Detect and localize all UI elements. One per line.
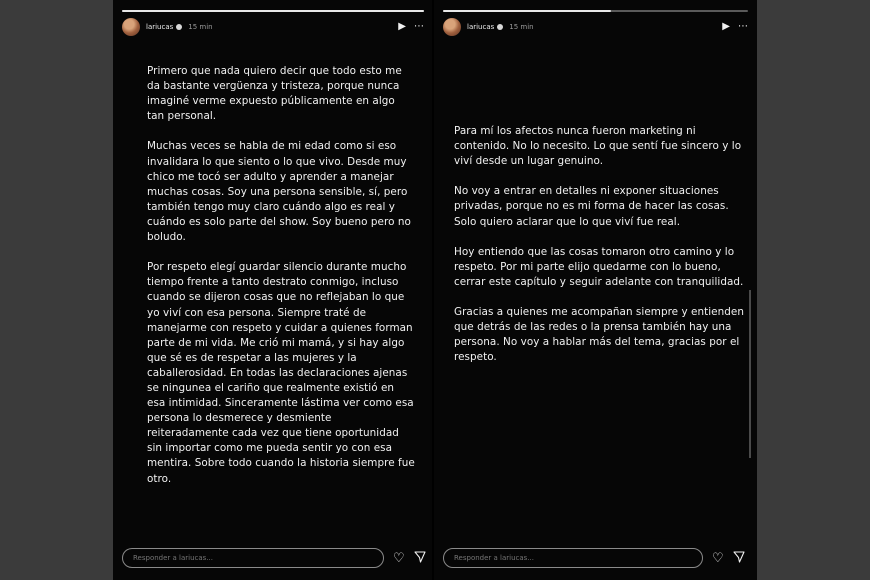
story-progress-fill bbox=[122, 10, 424, 12]
avatar[interactable] bbox=[443, 18, 461, 36]
backdrop-left bbox=[0, 0, 113, 580]
more-icon[interactable]: ⋯ bbox=[738, 21, 748, 32]
story-text: Primero que nada quiero decir que todo esto me da bastante vergüenza y tristeza, porque nunca imaginé verme expuesto públicamente en algo tan personal. Muchas veces se habla de mi edad como si eso invalidara lo que siento o lo que vivo. Desde muy chico me tocó ser adulto y aprender a manejar muchas cosas. Soy una persona sensible, sí, pero también tengo muy claro cuándo algo es real y cuándo es solo parte del show. Soy bueno pero no boludo. Por respeto elegí guardar silencio durante mucho tiempo frente a tanto destrato conmigo, incluso cuando se dijeron cosas que no reflejaban lo que yo viví con esa persona. Siempre traté de manejarme con respeto y cuidar a quienes forman parte de mi vida. Me crió mi mamá, y si hay algo que sé es de respetar a las mujeres y la caballerosidad. En todas las declaraciones ajenas se ningunea el cariño que realmente existió en esa intimidad. Sinceramente lástima ver como esa persona lo desmerece y desmiente reiteradamente cada vez que tiene oportunidad sin importar como me pueda sentir yo con esa mentira. Sobre todo cuando la historia siempre fue otro. bbox=[147, 65, 415, 485]
story-progress-bar bbox=[443, 10, 748, 12]
heart-icon[interactable]: ♡ bbox=[393, 550, 405, 566]
send-icon-shape bbox=[733, 551, 745, 563]
story-panel-2 bbox=[434, 0, 757, 580]
post-time: 15 min bbox=[188, 23, 213, 31]
avatar[interactable] bbox=[122, 18, 140, 36]
story-progress-fill bbox=[443, 10, 611, 12]
story-footer bbox=[122, 546, 424, 570]
story-footer bbox=[443, 546, 748, 570]
story-panel-1 bbox=[113, 0, 433, 580]
username[interactable]: lariucas bbox=[146, 23, 174, 31]
backdrop-right bbox=[757, 0, 870, 580]
play-icon[interactable]: ▶ bbox=[722, 21, 730, 32]
send-icon[interactable] bbox=[733, 551, 745, 566]
scrollbar[interactable] bbox=[749, 290, 751, 458]
story-header bbox=[443, 16, 748, 38]
send-icon[interactable] bbox=[414, 551, 426, 566]
play-icon[interactable]: ▶ bbox=[398, 21, 406, 32]
send-icon-shape bbox=[414, 551, 426, 563]
heart-icon[interactable]: ♡ bbox=[712, 550, 724, 566]
reply-input[interactable] bbox=[122, 548, 384, 568]
verified-icon bbox=[497, 24, 503, 30]
story-text: Para mí los afectos nunca fueron marketing ni contenido. No lo necesito. Lo que sentí fue sincero y lo viví desde un lugar genuino. No voy a entrar en detalles ni exponer situaciones privadas, porque no es mi forma de hacer las cosas. Solo quiero aclarar que lo que viví fue real. Hoy entiendo que las cosas tomaron otro camino y lo respeto. Por mi parte elijo quedarme con lo bueno, cerrar este capítulo y seguir adelante con tranquilidad. Gracias a quienes me acompañan siempre y entienden que detrás de las redes o la prensa también hay una persona. No voy a hablar más del tema, gracias por el respeto. bbox=[454, 125, 744, 364]
story-header bbox=[122, 16, 424, 38]
reply-input[interactable] bbox=[443, 548, 703, 568]
more-icon[interactable]: ⋯ bbox=[414, 21, 424, 32]
post-time: 15 min bbox=[509, 23, 534, 31]
story-progress-bar bbox=[122, 10, 424, 12]
username[interactable]: lariucas bbox=[467, 23, 495, 31]
verified-icon bbox=[176, 24, 182, 30]
